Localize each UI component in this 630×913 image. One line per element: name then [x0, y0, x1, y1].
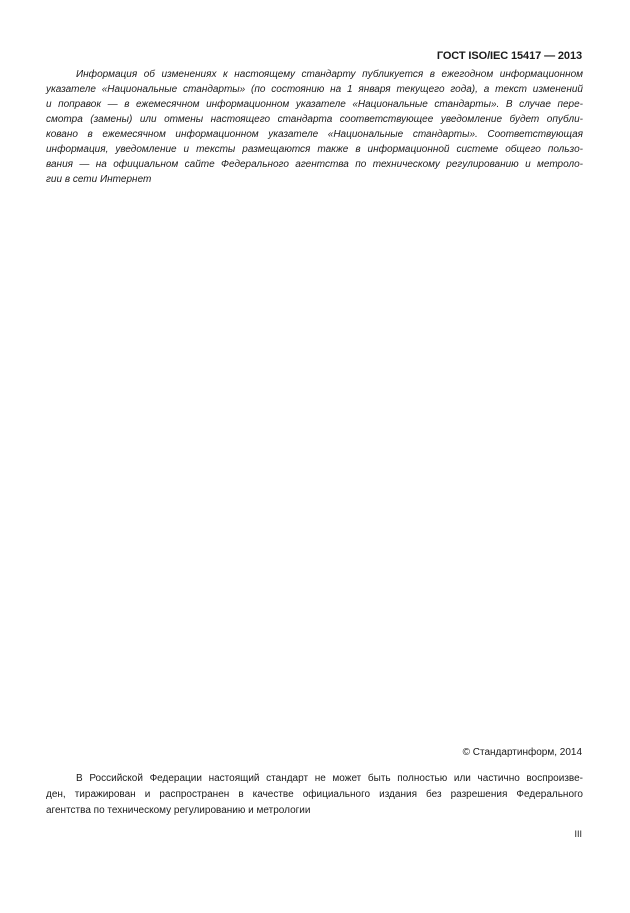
- page-number: III: [574, 829, 582, 839]
- copyright-notice: © Стандартинформ, 2014: [462, 747, 582, 758]
- info-line: Информация об изменениях к настоящему стандарту публикуется в ежегодном информационном: [76, 69, 583, 80]
- info-line: смотра (замены) или отмены настоящего стандарта соответствующее уведомление будет опубли-: [46, 114, 583, 125]
- info-line: и поправок — в ежемесячном информационном указателе «Национальные стандарты». В случае пере-: [46, 99, 583, 110]
- info-line: вания — на официальном сайте Федерального агентства по техническому регулированию и метроло-: [46, 159, 583, 170]
- rights-line: В Российской Федерации настоящий стандарт не может быть полностью или частично воспроизве-: [76, 773, 583, 784]
- info-line: информация, уведомление и тексты размещаются также в информационной системе общего пользо-: [46, 144, 583, 155]
- rights-line: ден, тиражирован и распространен в качестве официального издания без разрешения Федерального: [46, 789, 583, 800]
- info-line: гии в сети Интернет: [46, 174, 152, 185]
- info-line: указателе «Национальные стандарты» (по состоянию на 1 января текущего года), а текст изменений: [46, 84, 583, 95]
- rights-line: агентства по техническому регулированию и метрологии: [46, 805, 311, 816]
- document-code: ГОСТ ISO/IEC 15417 — 2013: [436, 50, 582, 62]
- info-line: ковано в ежемесячном информационном указателе «Национальные стандарты». Соответствующая: [46, 129, 583, 140]
